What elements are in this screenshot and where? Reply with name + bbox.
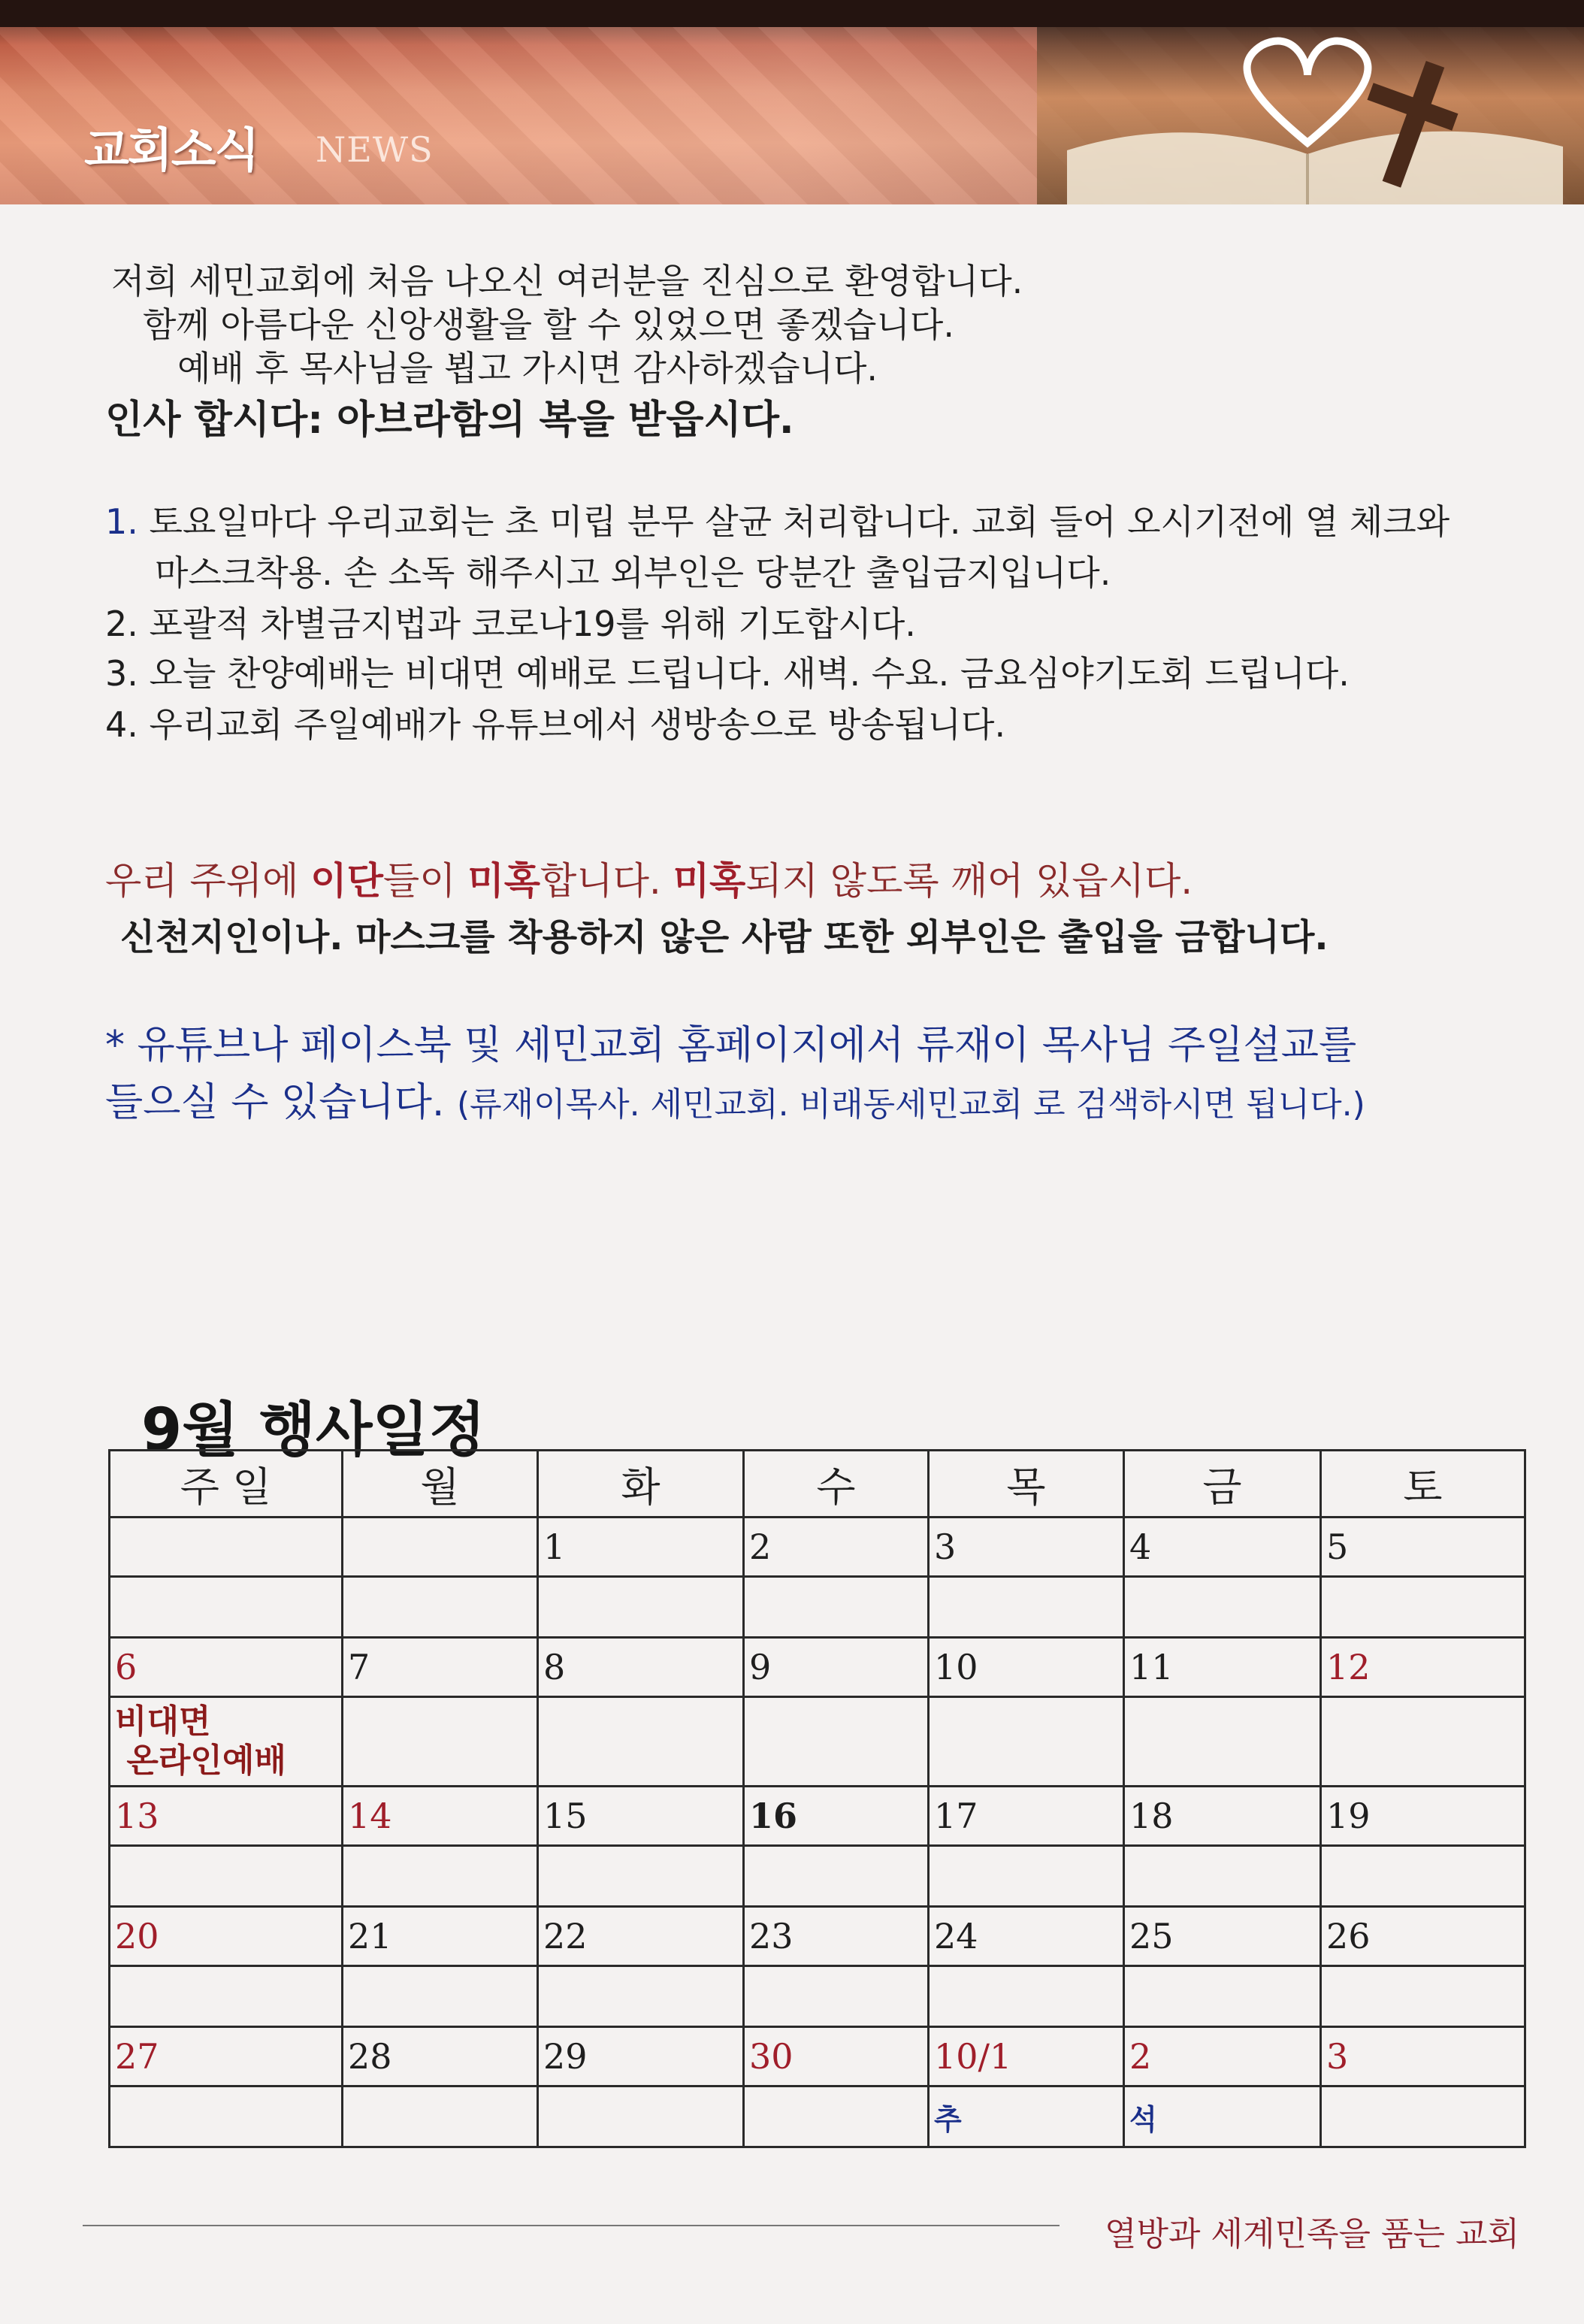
date-cell: 5 bbox=[1321, 1518, 1525, 1577]
date-cell: 19 bbox=[1321, 1787, 1525, 1846]
day-header: 주 일 bbox=[110, 1451, 343, 1518]
event-cell bbox=[744, 1966, 929, 2027]
notice-number: 3. bbox=[105, 653, 138, 694]
event-cell bbox=[110, 1846, 343, 1907]
event-cell bbox=[1124, 1846, 1321, 1907]
calendar-header-row bbox=[110, 1451, 1525, 1518]
notice-text: 토요일마다 우리교회는 초 미립 분무 살균 처리합니다. 교회 들어 오시기전에 열 체크와 bbox=[149, 501, 1450, 542]
event-cell bbox=[929, 1966, 1124, 2027]
date-cell bbox=[343, 1518, 538, 1577]
event-cell bbox=[929, 1577, 1124, 1638]
date-cell: 3 bbox=[929, 1518, 1124, 1577]
calendar-date-row bbox=[110, 2027, 1525, 2086]
event-cell bbox=[538, 1966, 744, 2027]
warning-emphasis: 미혹 bbox=[467, 859, 541, 903]
date-cell: 20 bbox=[110, 1907, 343, 1966]
date-cell: 10/1 bbox=[929, 2027, 1124, 2086]
event-cell bbox=[1321, 1966, 1525, 2027]
date-cell: 13 bbox=[110, 1787, 343, 1846]
event-cell bbox=[538, 1577, 744, 1638]
date-cell: 27 bbox=[110, 2027, 343, 2086]
calendar-event-row bbox=[110, 2086, 1525, 2147]
date-cell: 22 bbox=[538, 1907, 744, 1966]
heresy-warning bbox=[105, 851, 1193, 905]
online-service-event: 비대면 온라인예배 bbox=[115, 1702, 286, 1780]
date-cell: 18 bbox=[1124, 1787, 1321, 1846]
date-cell: 12 bbox=[1321, 1638, 1525, 1697]
header-subtitle: NEWS bbox=[316, 129, 434, 170]
date-cell: 15 bbox=[538, 1787, 744, 1846]
date-cell: 1 bbox=[538, 1518, 744, 1577]
notice-item bbox=[105, 495, 1449, 544]
date-cell: 9 bbox=[744, 1638, 929, 1697]
event-cell bbox=[929, 1846, 1124, 1907]
welcome-line-2: 함께 아름다운 신앙생활을 할 수 있었으면 좋겠습니다. bbox=[143, 304, 954, 345]
calendar-event-row bbox=[110, 1966, 1525, 2027]
warning-emphasis: 미혹 bbox=[673, 859, 746, 903]
youtube-search-hint: (류재이목사. 세민교회. 비래동세민교회 로 검색하시면 됩니다.) bbox=[456, 1085, 1365, 1124]
event-cell bbox=[744, 1577, 929, 1638]
date-cell: 24 bbox=[929, 1907, 1124, 1966]
header-banner bbox=[0, 0, 1584, 204]
calendar-date-row bbox=[110, 1907, 1525, 1966]
date-cell: 2 bbox=[1124, 2027, 1321, 2086]
day-header: 목 bbox=[929, 1451, 1124, 1518]
greeting-line: 인사 합시다: 아브라함의 복을 받읍시다. bbox=[105, 398, 794, 443]
footer-divider bbox=[83, 2225, 1060, 2226]
date-cell: 6 bbox=[110, 1638, 343, 1697]
event-cell bbox=[929, 2086, 1124, 2147]
event-cell bbox=[538, 1846, 744, 1907]
calendar-title: 9월 행사일정 bbox=[141, 1397, 486, 1464]
day-header: 화 bbox=[538, 1451, 744, 1518]
calendar-date-row bbox=[110, 1787, 1525, 1846]
date-cell: 7 bbox=[343, 1638, 538, 1697]
date-cell: 10 bbox=[929, 1638, 1124, 1697]
notice-item bbox=[155, 546, 1111, 595]
notice-number: 2. bbox=[105, 604, 138, 644]
notice-text: 포괄적 차별금지법과 코로나19를 위해 기도합시다. bbox=[149, 604, 916, 644]
calendar-date-row bbox=[110, 1518, 1525, 1577]
entry-restriction: 신천지인이나. 마스크를 착용하지 않은 사람 또한 외부인은 출입을 금합니다. bbox=[120, 916, 1329, 958]
warning-text: 들이 bbox=[382, 859, 468, 903]
date-cell: 26 bbox=[1321, 1907, 1525, 1966]
date-cell: 25 bbox=[1124, 1907, 1321, 1966]
event-cell bbox=[343, 1577, 538, 1638]
event-cell bbox=[343, 1966, 538, 2027]
calendar-event-row bbox=[110, 1846, 1525, 1907]
footer-slogan: 열방과 세계민족을 품는 교회 bbox=[1105, 2215, 1520, 2253]
event-cell bbox=[343, 2086, 538, 2147]
notice-text: 마스크착용. 손 소독 해주시고 외부인은 당분간 출입금지입니다. bbox=[155, 552, 1111, 593]
notice-number: 4. bbox=[105, 704, 138, 745]
heart-cross-icon bbox=[1037, 0, 1584, 204]
youtube-text: 들으실 수 있습니다. bbox=[105, 1080, 457, 1125]
event-cell bbox=[1124, 1966, 1321, 2027]
date-cell: 14 bbox=[343, 1787, 538, 1846]
date-cell: 4 bbox=[1124, 1518, 1321, 1577]
notice-item bbox=[105, 698, 1005, 747]
youtube-notice-line-2 bbox=[105, 1070, 1365, 1127]
day-header: 금 bbox=[1124, 1451, 1321, 1518]
header-title: 교회소식 bbox=[84, 123, 258, 177]
event-cell bbox=[110, 2086, 343, 2147]
event-cell bbox=[1321, 1846, 1525, 1907]
date-cell: 21 bbox=[343, 1907, 538, 1966]
event-cell bbox=[1124, 2086, 1321, 2147]
date-cell: 30 bbox=[744, 2027, 929, 2086]
event-cell bbox=[744, 1697, 929, 1787]
day-header: 토 bbox=[1321, 1451, 1525, 1518]
date-cell: 16 bbox=[744, 1787, 929, 1846]
event-cell bbox=[1124, 1697, 1321, 1787]
event-cell bbox=[1321, 1577, 1525, 1638]
event-cell bbox=[744, 2086, 929, 2147]
event-cell bbox=[929, 1697, 1124, 1787]
event-cell bbox=[1124, 1577, 1321, 1638]
chuseok-label: 석 bbox=[1129, 2102, 1157, 2136]
day-header: 월 bbox=[343, 1451, 538, 1518]
chuseok-label: 추 bbox=[934, 2102, 962, 2136]
event-cell bbox=[343, 1697, 538, 1787]
date-cell: 3 bbox=[1321, 2027, 1525, 2086]
youtube-notice-line-1: * 유튜브나 페이스북 및 세민교회 홈페이지에서 류재이 목사님 주일설교를 bbox=[105, 1023, 1357, 1068]
welcome-line-1: 저희 세민교회에 처음 나오신 여러분을 진심으로 환영합니다. bbox=[111, 261, 1023, 301]
event-cell bbox=[1321, 2086, 1525, 2147]
warning-text: 되지 않도록 깨어 있읍시다. bbox=[745, 859, 1193, 903]
date-cell: 28 bbox=[343, 2027, 538, 2086]
notice-text: 오늘 찬양예배는 비대면 예배로 드립니다. 새벽. 수요. 금요심야기도회 드립니다. bbox=[149, 653, 1350, 694]
calendar-table bbox=[108, 1449, 1526, 2148]
warning-text: 합니다. bbox=[540, 859, 673, 903]
welcome-line-3: 예배 후 목사님을 뵙고 가시면 감사하겠습니다. bbox=[177, 348, 878, 389]
notice-text: 우리교회 주일예배가 유튜브에서 생방송으로 방송됩니다. bbox=[149, 704, 1006, 745]
date-cell: 8 bbox=[538, 1638, 744, 1697]
calendar-date-row bbox=[110, 1638, 1525, 1697]
date-cell: 17 bbox=[929, 1787, 1124, 1846]
date-cell bbox=[110, 1518, 343, 1577]
warning-text: 우리 주위에 bbox=[105, 859, 311, 903]
event-cell bbox=[1321, 1697, 1525, 1787]
event-cell bbox=[538, 2086, 744, 2147]
date-cell: 29 bbox=[538, 2027, 744, 2086]
date-cell: 2 bbox=[744, 1518, 929, 1577]
event-cell bbox=[110, 1966, 343, 2027]
notice-number: 1. bbox=[105, 501, 138, 542]
event-cell bbox=[110, 1697, 343, 1787]
event-cell bbox=[538, 1697, 744, 1787]
day-header: 수 bbox=[744, 1451, 929, 1518]
calendar-event-row bbox=[110, 1697, 1525, 1787]
warning-emphasis: 이단 bbox=[310, 859, 383, 903]
calendar-event-row bbox=[110, 1577, 1525, 1638]
date-cell: 23 bbox=[744, 1907, 929, 1966]
event-cell bbox=[110, 1577, 343, 1638]
notice-item bbox=[105, 646, 1350, 696]
date-cell: 11 bbox=[1124, 1638, 1321, 1697]
event-cell bbox=[343, 1846, 538, 1907]
event-cell bbox=[744, 1846, 929, 1907]
notice-item bbox=[105, 597, 916, 646]
